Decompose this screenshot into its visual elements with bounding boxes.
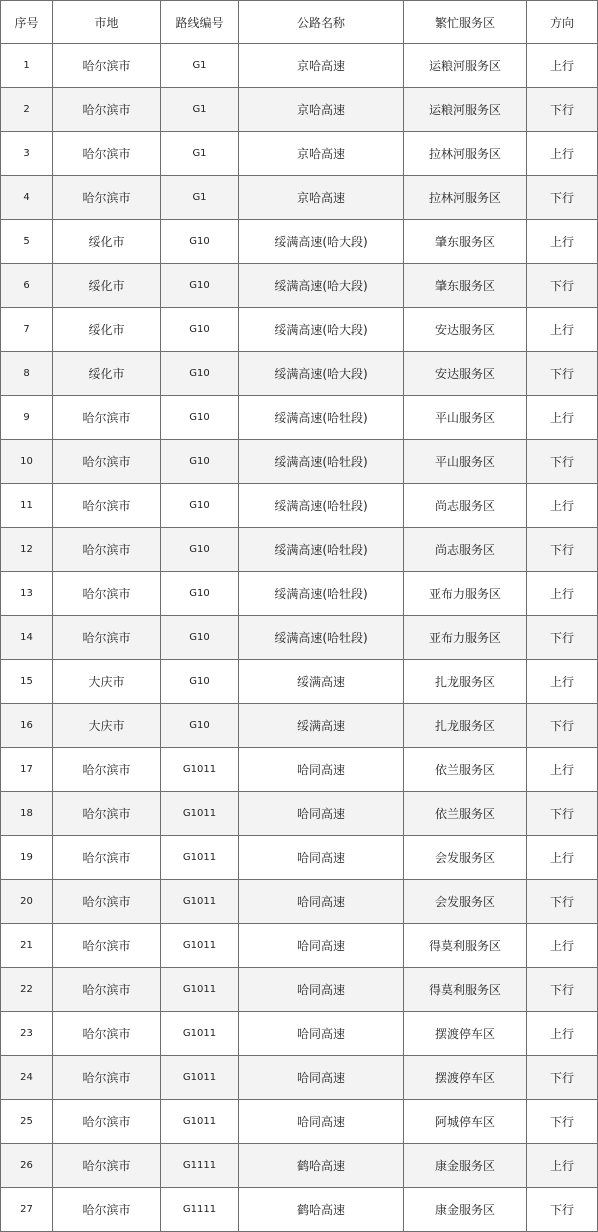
cell-direction: 下行 xyxy=(527,1056,598,1100)
cell-route-number: G1011 xyxy=(161,924,239,968)
cell-service-area: 运粮河服务区 xyxy=(404,44,527,88)
table-row xyxy=(1,572,598,616)
cell-road-name: 绥满高速(哈牡段) xyxy=(239,572,404,616)
table-row xyxy=(1,176,598,220)
cell-index: 3 xyxy=(1,132,53,176)
cell-index: 21 xyxy=(1,924,53,968)
cell-road-name: 哈同高速 xyxy=(239,1056,404,1100)
cell-route-number: G1011 xyxy=(161,836,239,880)
cell-road-name: 绥满高速(哈牡段) xyxy=(239,484,404,528)
cell-index: 5 xyxy=(1,220,53,264)
cell-road-name: 绥满高速(哈大段) xyxy=(239,264,404,308)
table-row xyxy=(1,1144,598,1188)
cell-service-area: 扎龙服务区 xyxy=(404,660,527,704)
cell-road-name: 绥满高速(哈牡段) xyxy=(239,616,404,660)
cell-city: 哈尔滨市 xyxy=(53,396,161,440)
cell-direction: 下行 xyxy=(527,1100,598,1144)
cell-direction: 上行 xyxy=(527,1012,598,1056)
table-row xyxy=(1,440,598,484)
cell-road-name: 京哈高速 xyxy=(239,88,404,132)
cell-service-area: 康金服务区 xyxy=(404,1144,527,1188)
header-index: 序号 xyxy=(1,1,53,44)
table-row xyxy=(1,880,598,924)
cell-road-name: 哈同高速 xyxy=(239,836,404,880)
cell-route-number: G1111 xyxy=(161,1188,239,1232)
cell-index: 4 xyxy=(1,176,53,220)
cell-service-area: 平山服务区 xyxy=(404,440,527,484)
cell-direction: 上行 xyxy=(527,44,598,88)
cell-route-number: G10 xyxy=(161,572,239,616)
cell-road-name: 京哈高速 xyxy=(239,44,404,88)
cell-index: 12 xyxy=(1,528,53,572)
header-service-area: 繁忙服务区 xyxy=(404,1,527,44)
cell-road-name: 绥满高速(哈牡段) xyxy=(239,396,404,440)
cell-direction: 上行 xyxy=(527,660,598,704)
cell-service-area: 尚志服务区 xyxy=(404,484,527,528)
cell-direction: 下行 xyxy=(527,440,598,484)
cell-road-name: 哈同高速 xyxy=(239,748,404,792)
cell-direction: 上行 xyxy=(527,924,598,968)
cell-service-area: 会发服务区 xyxy=(404,880,527,924)
cell-city: 哈尔滨市 xyxy=(53,968,161,1012)
cell-index: 22 xyxy=(1,968,53,1012)
cell-direction: 上行 xyxy=(527,220,598,264)
cell-service-area: 摆渡停车区 xyxy=(404,1012,527,1056)
table-row xyxy=(1,352,598,396)
table-row xyxy=(1,748,598,792)
table-row xyxy=(1,792,598,836)
cell-index: 23 xyxy=(1,1012,53,1056)
cell-road-name: 绥满高速(哈大段) xyxy=(239,352,404,396)
cell-route-number: G10 xyxy=(161,528,239,572)
cell-index: 9 xyxy=(1,396,53,440)
table-row xyxy=(1,484,598,528)
cell-service-area: 拉林河服务区 xyxy=(404,176,527,220)
cell-city: 绥化市 xyxy=(53,220,161,264)
cell-city: 哈尔滨市 xyxy=(53,792,161,836)
table-row xyxy=(1,88,598,132)
cell-index: 14 xyxy=(1,616,53,660)
cell-city: 哈尔滨市 xyxy=(53,748,161,792)
cell-road-name: 哈同高速 xyxy=(239,1100,404,1144)
cell-route-number: G10 xyxy=(161,308,239,352)
cell-direction: 下行 xyxy=(527,880,598,924)
cell-route-number: G1011 xyxy=(161,792,239,836)
table-row xyxy=(1,44,598,88)
cell-service-area: 尚志服务区 xyxy=(404,528,527,572)
table-row xyxy=(1,1100,598,1144)
cell-city: 哈尔滨市 xyxy=(53,572,161,616)
cell-index: 8 xyxy=(1,352,53,396)
cell-direction: 上行 xyxy=(527,132,598,176)
cell-city: 哈尔滨市 xyxy=(53,440,161,484)
table-row xyxy=(1,1056,598,1100)
cell-road-name: 绥满高速(哈牡段) xyxy=(239,528,404,572)
cell-city: 哈尔滨市 xyxy=(53,1056,161,1100)
table-body xyxy=(1,44,598,1232)
cell-index: 6 xyxy=(1,264,53,308)
cell-index: 7 xyxy=(1,308,53,352)
cell-service-area: 运粮河服务区 xyxy=(404,88,527,132)
cell-city: 哈尔滨市 xyxy=(53,616,161,660)
cell-service-area: 扎龙服务区 xyxy=(404,704,527,748)
cell-route-number: G10 xyxy=(161,484,239,528)
cell-direction: 上行 xyxy=(527,308,598,352)
cell-direction: 下行 xyxy=(527,88,598,132)
cell-city: 哈尔滨市 xyxy=(53,176,161,220)
table-row xyxy=(1,396,598,440)
cell-city: 哈尔滨市 xyxy=(53,1100,161,1144)
cell-direction: 下行 xyxy=(527,704,598,748)
cell-index: 17 xyxy=(1,748,53,792)
cell-city: 哈尔滨市 xyxy=(53,924,161,968)
cell-route-number: G1011 xyxy=(161,1012,239,1056)
cell-city: 哈尔滨市 xyxy=(53,1188,161,1232)
table-row xyxy=(1,968,598,1012)
table-row xyxy=(1,528,598,572)
cell-route-number: G10 xyxy=(161,396,239,440)
cell-road-name: 哈同高速 xyxy=(239,968,404,1012)
cell-service-area: 平山服务区 xyxy=(404,396,527,440)
cell-road-name: 绥满高速(哈牡段) xyxy=(239,440,404,484)
cell-index: 15 xyxy=(1,660,53,704)
cell-route-number: G10 xyxy=(161,440,239,484)
cell-city: 大庆市 xyxy=(53,704,161,748)
cell-city: 绥化市 xyxy=(53,308,161,352)
cell-direction: 上行 xyxy=(527,396,598,440)
cell-road-name: 哈同高速 xyxy=(239,1012,404,1056)
cell-city: 绥化市 xyxy=(53,264,161,308)
cell-service-area: 安达服务区 xyxy=(404,352,527,396)
cell-route-number: G1011 xyxy=(161,748,239,792)
table-row xyxy=(1,924,598,968)
cell-direction: 下行 xyxy=(527,1188,598,1232)
cell-route-number: G1011 xyxy=(161,1100,239,1144)
cell-index: 20 xyxy=(1,880,53,924)
cell-service-area: 会发服务区 xyxy=(404,836,527,880)
cell-direction: 下行 xyxy=(527,176,598,220)
cell-service-area: 依兰服务区 xyxy=(404,748,527,792)
cell-road-name: 鹤哈高速 xyxy=(239,1144,404,1188)
cell-road-name: 绥满高速 xyxy=(239,704,404,748)
cell-service-area: 肇东服务区 xyxy=(404,264,527,308)
table-row xyxy=(1,616,598,660)
cell-city: 哈尔滨市 xyxy=(53,484,161,528)
cell-road-name: 绥满高速 xyxy=(239,660,404,704)
cell-city: 哈尔滨市 xyxy=(53,528,161,572)
cell-city: 哈尔滨市 xyxy=(53,836,161,880)
table-row xyxy=(1,1188,598,1232)
cell-city: 哈尔滨市 xyxy=(53,1012,161,1056)
cell-service-area: 安达服务区 xyxy=(404,308,527,352)
table-row xyxy=(1,704,598,748)
cell-city: 绥化市 xyxy=(53,352,161,396)
cell-route-number: G10 xyxy=(161,220,239,264)
cell-route-number: G1111 xyxy=(161,1144,239,1188)
cell-direction: 下行 xyxy=(527,968,598,1012)
cell-road-name: 京哈高速 xyxy=(239,176,404,220)
cell-service-area: 亚布力服务区 xyxy=(404,616,527,660)
cell-index: 1 xyxy=(1,44,53,88)
cell-index: 13 xyxy=(1,572,53,616)
cell-direction: 上行 xyxy=(527,484,598,528)
cell-road-name: 绥满高速(哈大段) xyxy=(239,220,404,264)
header-row xyxy=(1,1,598,44)
cell-index: 11 xyxy=(1,484,53,528)
table-row xyxy=(1,132,598,176)
cell-city: 哈尔滨市 xyxy=(53,880,161,924)
cell-route-number: G1011 xyxy=(161,880,239,924)
cell-service-area: 康金服务区 xyxy=(404,1188,527,1232)
cell-direction: 下行 xyxy=(527,352,598,396)
cell-road-name: 哈同高速 xyxy=(239,924,404,968)
cell-road-name: 哈同高速 xyxy=(239,792,404,836)
table-row xyxy=(1,308,598,352)
cell-city: 大庆市 xyxy=(53,660,161,704)
cell-service-area: 拉林河服务区 xyxy=(404,132,527,176)
cell-service-area: 得莫利服务区 xyxy=(404,968,527,1012)
cell-index: 19 xyxy=(1,836,53,880)
table-row xyxy=(1,1012,598,1056)
cell-road-name: 京哈高速 xyxy=(239,132,404,176)
cell-route-number: G1011 xyxy=(161,1056,239,1100)
cell-service-area: 依兰服务区 xyxy=(404,792,527,836)
cell-route-number: G10 xyxy=(161,352,239,396)
table-row xyxy=(1,660,598,704)
cell-route-number: G1 xyxy=(161,176,239,220)
cell-service-area: 阿城停车区 xyxy=(404,1100,527,1144)
cell-city: 哈尔滨市 xyxy=(53,132,161,176)
cell-road-name: 哈同高速 xyxy=(239,880,404,924)
table-header xyxy=(1,1,598,44)
cell-index: 10 xyxy=(1,440,53,484)
table-row xyxy=(1,220,598,264)
cell-route-number: G10 xyxy=(161,264,239,308)
cell-route-number: G1 xyxy=(161,132,239,176)
cell-index: 16 xyxy=(1,704,53,748)
cell-direction: 下行 xyxy=(527,264,598,308)
header-direction: 方向 xyxy=(527,1,598,44)
cell-index: 18 xyxy=(1,792,53,836)
cell-direction: 下行 xyxy=(527,792,598,836)
cell-direction: 上行 xyxy=(527,1144,598,1188)
cell-road-name: 绥满高速(哈大段) xyxy=(239,308,404,352)
table-row xyxy=(1,264,598,308)
cell-route-number: G1 xyxy=(161,44,239,88)
cell-service-area: 肇东服务区 xyxy=(404,220,527,264)
cell-direction: 上行 xyxy=(527,748,598,792)
header-road-name: 公路名称 xyxy=(239,1,404,44)
cell-service-area: 亚布力服务区 xyxy=(404,572,527,616)
cell-route-number: G1 xyxy=(161,88,239,132)
cell-direction: 上行 xyxy=(527,836,598,880)
cell-route-number: G1011 xyxy=(161,968,239,1012)
cell-index: 24 xyxy=(1,1056,53,1100)
table-row xyxy=(1,836,598,880)
cell-city: 哈尔滨市 xyxy=(53,1144,161,1188)
cell-service-area: 得莫利服务区 xyxy=(404,924,527,968)
header-route-number: 路线编号 xyxy=(161,1,239,44)
cell-route-number: G10 xyxy=(161,704,239,748)
cell-index: 26 xyxy=(1,1144,53,1188)
cell-service-area: 摆渡停车区 xyxy=(404,1056,527,1100)
cell-city: 哈尔滨市 xyxy=(53,88,161,132)
cell-road-name: 鹤哈高速 xyxy=(239,1188,404,1232)
cell-direction: 上行 xyxy=(527,572,598,616)
cell-route-number: G10 xyxy=(161,660,239,704)
cell-index: 2 xyxy=(1,88,53,132)
cell-route-number: G10 xyxy=(161,616,239,660)
cell-index: 27 xyxy=(1,1188,53,1232)
cell-direction: 下行 xyxy=(527,616,598,660)
cell-direction: 下行 xyxy=(527,528,598,572)
cell-index: 25 xyxy=(1,1100,53,1144)
cell-city: 哈尔滨市 xyxy=(53,44,161,88)
header-city: 市地 xyxy=(53,1,161,44)
